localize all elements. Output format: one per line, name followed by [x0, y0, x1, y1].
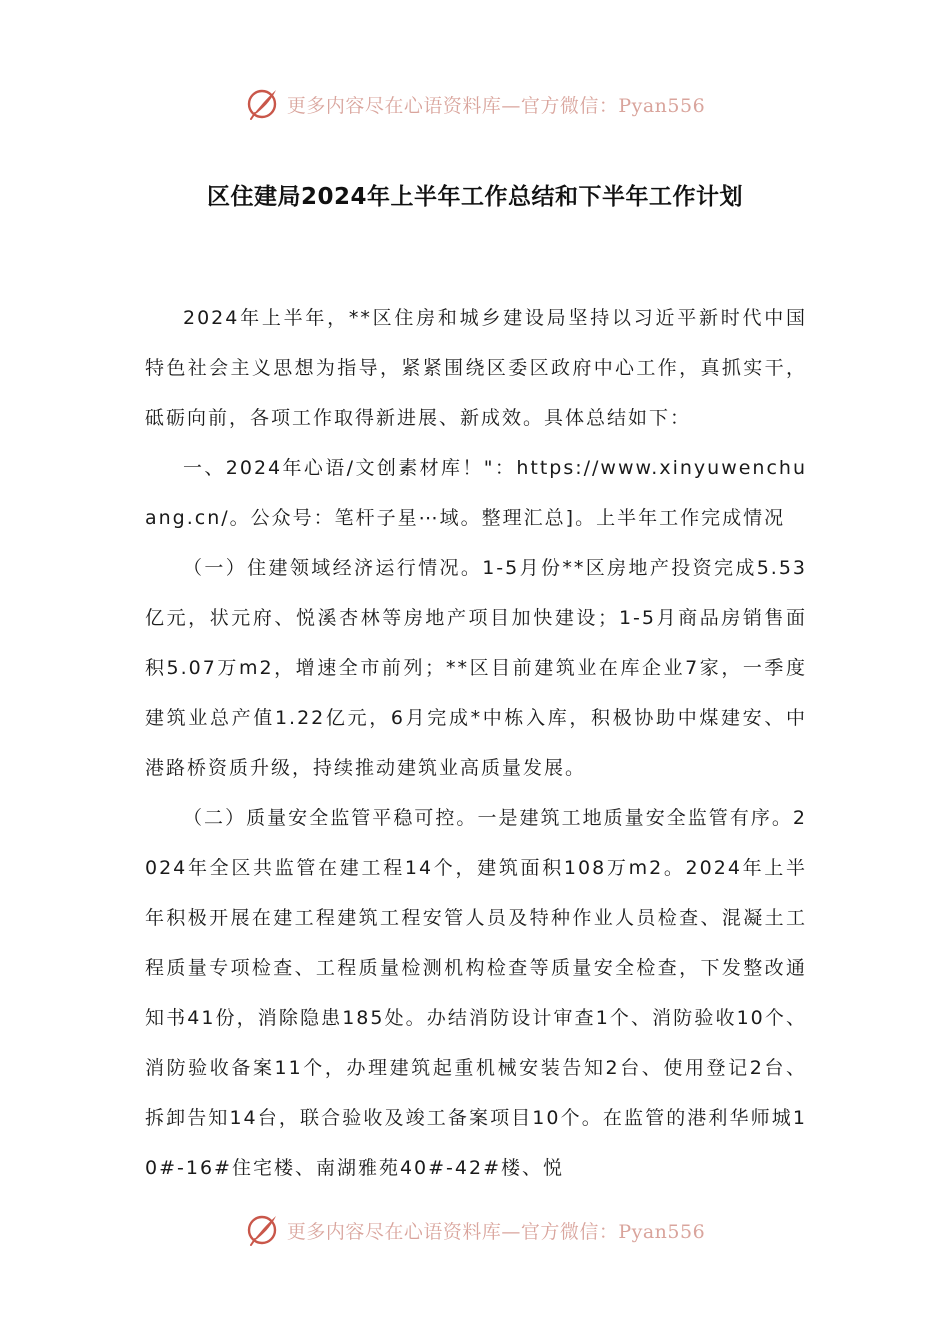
paragraph-economy: （一）住建领域经济运行情况。1-5月份**区房地产投资完成5.53亿元，状元府、悦溪杏林等房地产项目加快建设；1-5月商品房销售面积5.07万m2，增速全市前列；**区目前建筑业在库企业7家，一季度建筑业总产值1.22亿元，6月完成*中栋入库，积极协助中煤建安、中港路桥资质升级，持续推动建筑业高质量发展。 — [145, 557, 807, 779]
paragraph-safety: （二）质量安全监管平稳可控。一是建筑工地质量安全监管有序。2024年全区共监管在建工程14个，建筑面积108万m2。2024年上半年积极开展在建工程建筑工程安管人员及特种作业人员检查、混凝土工程质量专项检查、工程质量检测机构检查等质量安全检查，下发整改通知书41份，消除隐患185处。办结消防设计审查1个、消防验收10个、消防验收备案11个，办理建筑起重机械安装告知2台、使用登记2台、拆卸告知14台，联合验收及竣工备案项目10个。在监管的港利华师城10#-16#住宅楼、南湖雅苑40#-42#楼、悦 — [145, 807, 807, 1179]
feather-quill-logo-icon — [245, 86, 281, 122]
watermark-header — [0, 84, 950, 124]
watermark-footer — [0, 1210, 950, 1250]
document-body — [145, 293, 807, 1193]
paragraph-section-heading: 一、2024年心语/文创素材库！"：https://www.xinyuwenchuang.cn/。公众号：笔杆子星⋯域。整理汇总]。上半年工作完成情况 — [145, 457, 807, 529]
feather-quill-logo-icon — [245, 1212, 281, 1248]
paragraph-intro: 2024年上半年，**区住房和城乡建设局坚持以习近平新时代中国特色社会主义思想为指导，紧紧围绕区委区政府中心工作，真抓实干，砥砺向前，各项工作取得新进展、新成效。具体总结如下： — [145, 307, 807, 429]
watermark-text: 更多内容尽在心语资料库—官方微信：Pyan556 — [286, 94, 706, 117]
document-title: 区住建局2024年上半年工作总结和下半年工作计划 — [206, 184, 743, 210]
watermark-text: 更多内容尽在心语资料库—官方微信：Pyan556 — [286, 1220, 706, 1243]
